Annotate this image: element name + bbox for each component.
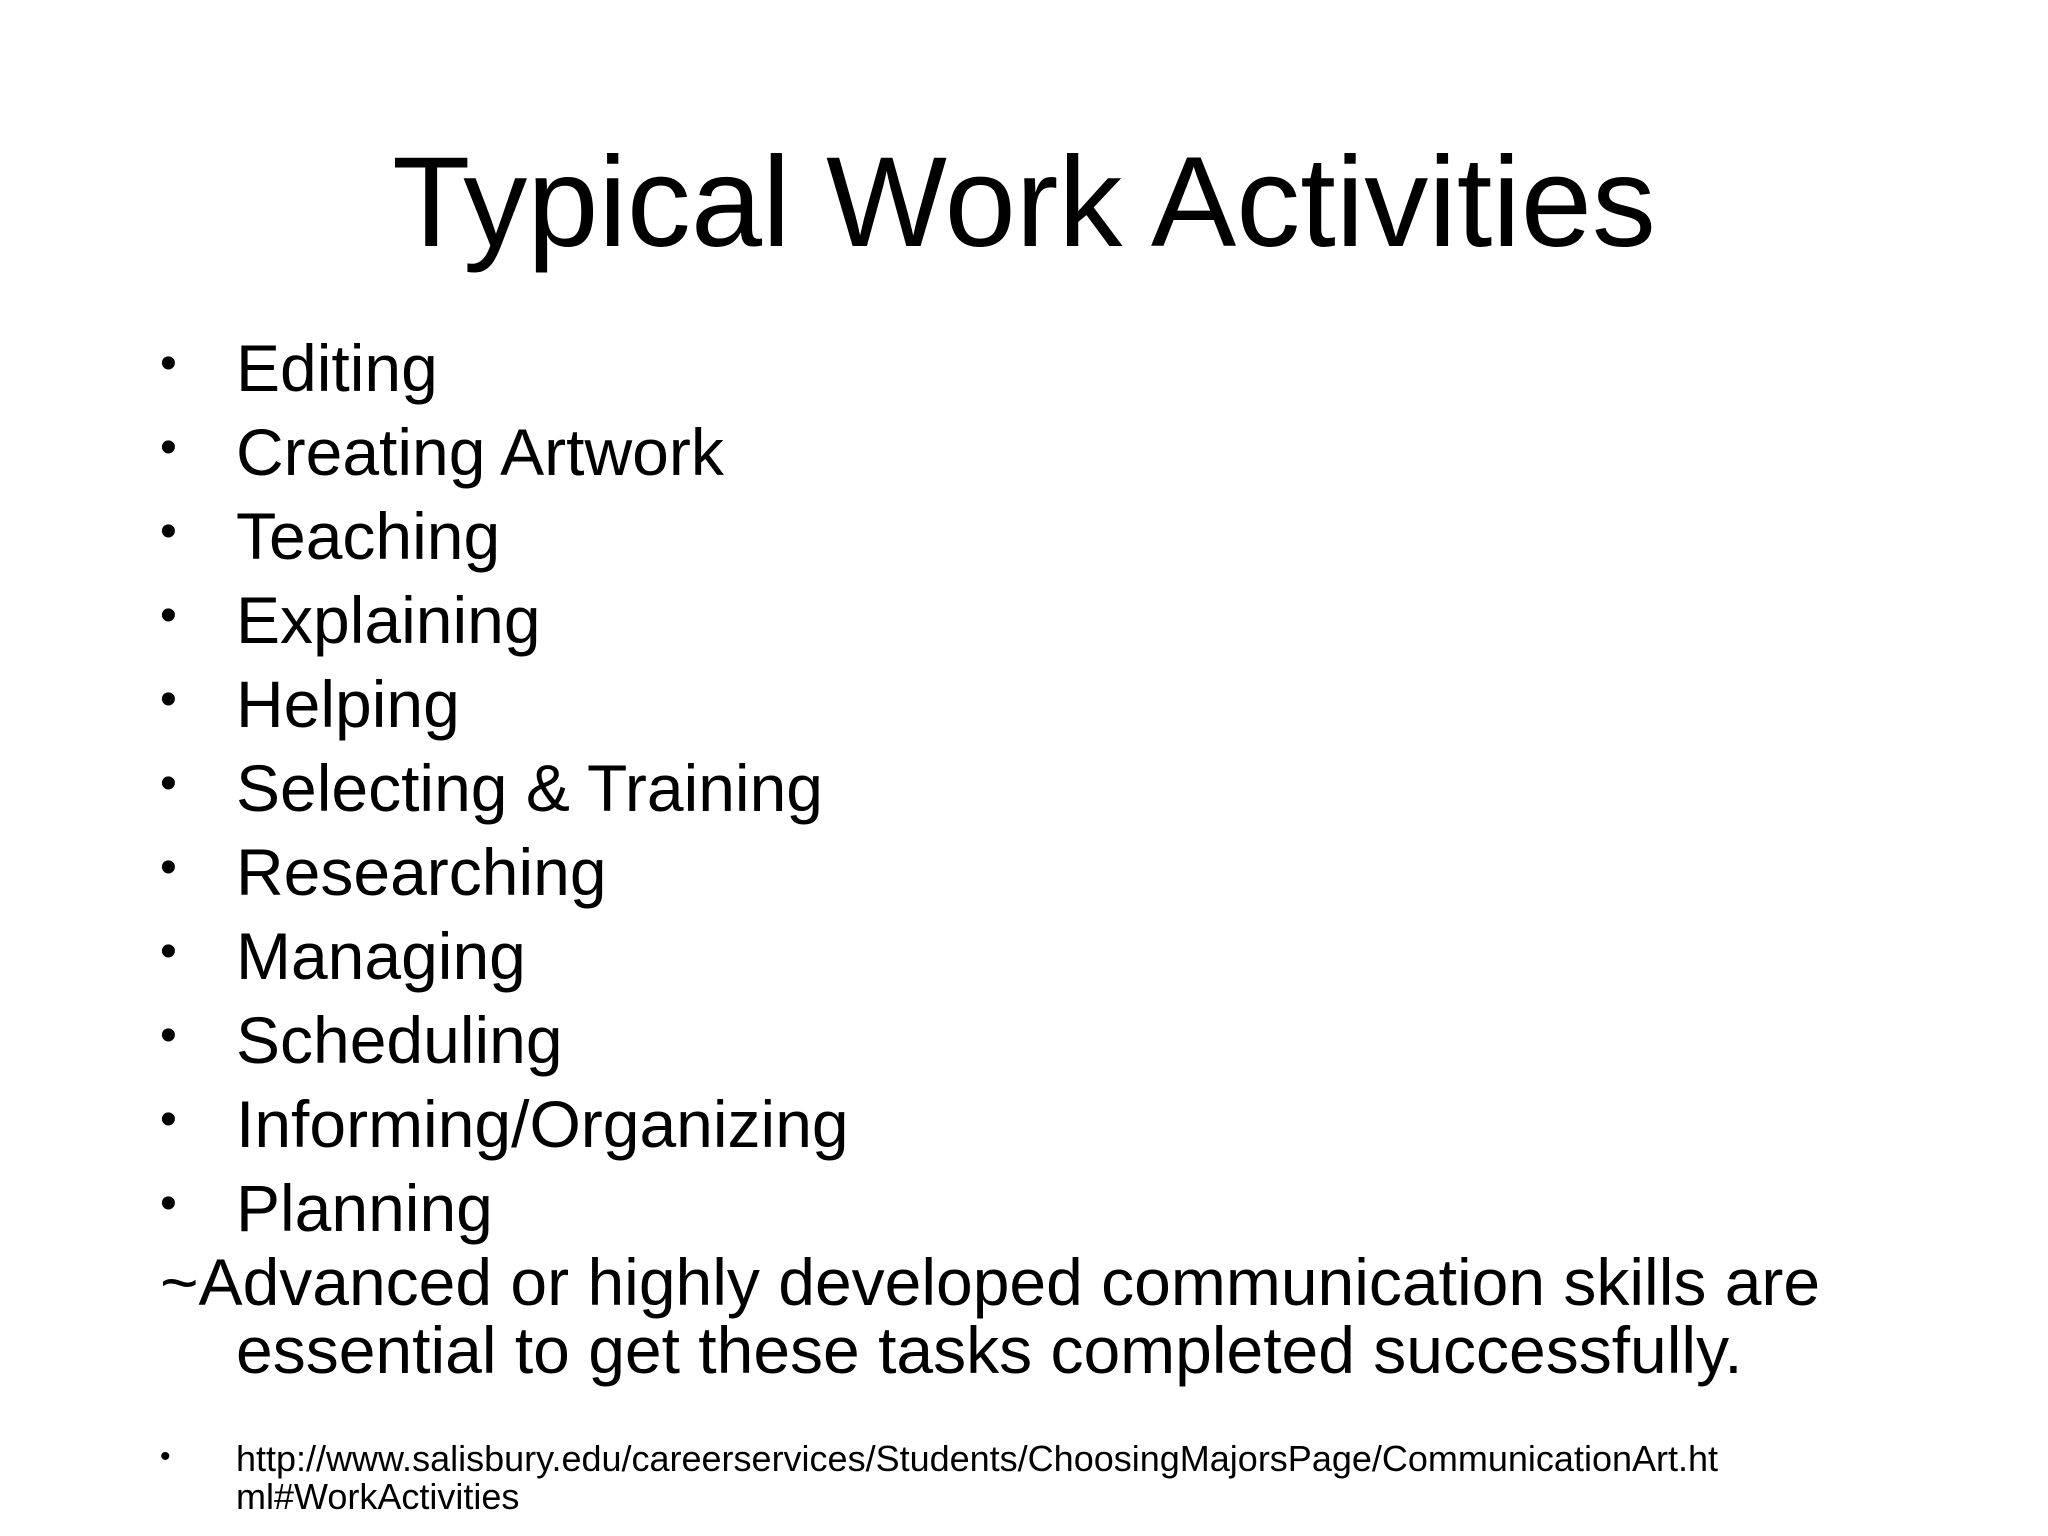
list-item-label: Researching bbox=[236, 835, 607, 909]
list-item-label: Scheduling bbox=[236, 1003, 563, 1077]
list-item-label: Helping bbox=[236, 667, 460, 741]
bullet-icon: • bbox=[160, 673, 177, 726]
slide-title: Typical Work Activities bbox=[392, 131, 1656, 274]
list-item-label: Planning bbox=[236, 1171, 493, 1245]
list-item-label: Creating Artwork bbox=[236, 415, 724, 489]
bullet-icon: • bbox=[160, 757, 177, 810]
list-item-label: Selecting & Training bbox=[236, 751, 824, 825]
bullet-icon: • bbox=[160, 925, 177, 978]
bullet-icon: • bbox=[160, 505, 177, 558]
bullet-icon: • bbox=[160, 589, 177, 642]
source-url-line-1: http://www.salisbury.edu/careerservices/Students/ChoosingMajorsPage/CommunicationArt.ht bbox=[236, 1438, 1719, 1479]
communication-skills-note bbox=[160, 1245, 1960, 1387]
list-item-label: Teaching bbox=[236, 499, 501, 573]
bullet-icon: • bbox=[160, 1440, 171, 1473]
note-line-1: ~Advanced or highly developed communication skills are bbox=[160, 1245, 1821, 1319]
bullet-icon: • bbox=[160, 337, 177, 390]
list-item-label: Informing/Organizing bbox=[236, 1087, 849, 1161]
source-url-line-2: ml#WorkActivities bbox=[236, 1476, 520, 1517]
list-item-label: Managing bbox=[236, 919, 526, 993]
bullet-icon: • bbox=[160, 1093, 177, 1146]
list-item-label: Explaining bbox=[236, 583, 541, 657]
list-item-label: Editing bbox=[236, 331, 438, 405]
bullet-icon: • bbox=[160, 1177, 177, 1230]
bullet-icon: • bbox=[160, 421, 177, 474]
source-link[interactable] bbox=[236, 1440, 1996, 1516]
bullet-icon: • bbox=[160, 841, 177, 894]
bullet-icon: • bbox=[160, 1009, 177, 1062]
note-line-2: essential to get these tasks completed successfully. bbox=[236, 1313, 1743, 1387]
